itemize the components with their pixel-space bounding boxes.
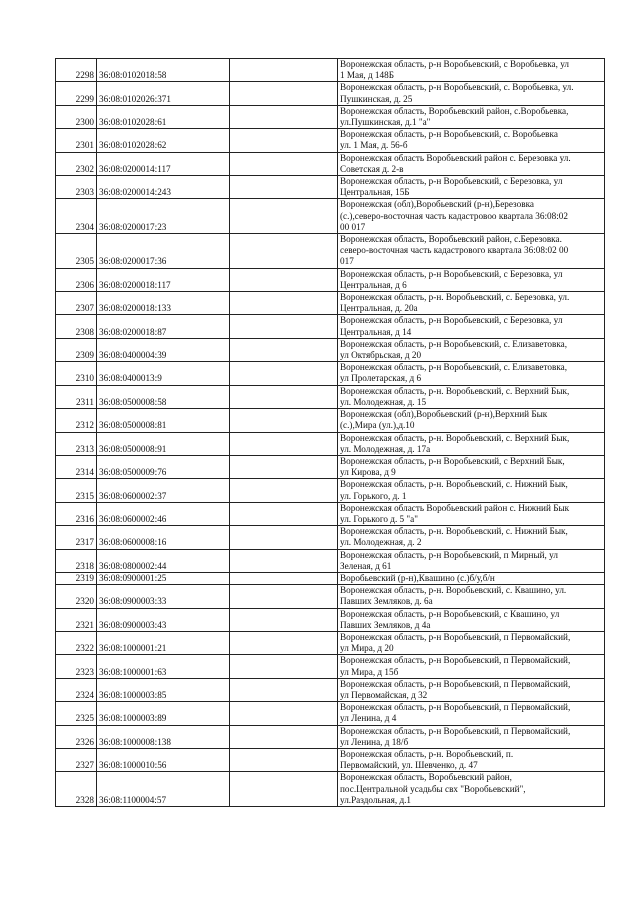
address-cell: Воронежская область, р-н Воробьевский, п Первомайский, ул Мира, д 15б [338, 655, 605, 678]
empty-cell [230, 409, 338, 432]
row-number: 2325 [56, 702, 97, 725]
table-row [56, 152, 605, 175]
cadastral-number: 36:08:0400004:39 [97, 338, 230, 361]
table-row [56, 385, 605, 408]
table-row [56, 526, 605, 549]
row-number: 2321 [56, 608, 97, 631]
address-cell: Воронежская область, р-н Воробьевский, с Верхний Бык, ул Кирова, д 9 [338, 455, 605, 478]
empty-cell [230, 502, 338, 525]
address-cell: Воронежская область, р-н Воробьевский, п Первомайский, ул Ленина, д 4 [338, 702, 605, 725]
row-number: 2302 [56, 152, 97, 175]
table-row [56, 199, 605, 234]
row-number: 2309 [56, 338, 97, 361]
address-cell: Воронежская область, р-н Воробьевский, с. Воробьевка ул. 1 Мая, д. 56-б [338, 129, 605, 152]
address-cell: Воронежская область, р-н Воробьевский, с Березовка, ул Центральная, д 6 [338, 268, 605, 291]
cadastral-number: 36:08:0102028:61 [97, 105, 230, 128]
row-number: 2314 [56, 455, 97, 478]
address-cell: Воронежская область, р-н Воробьевский, с. Елизаветовка, ул Октябрьская, д 20 [338, 338, 605, 361]
address-cell: Воронежская область, р-н Воробьевский, с. Воробьевка, ул. Пушкинская, д. 25 [338, 82, 605, 105]
table-row [56, 315, 605, 338]
empty-cell [230, 572, 338, 584]
address-cell: Воронежская область, р-н Воробьевский, с Квашино, ул Павших Земляков, д 4а [338, 608, 605, 631]
empty-cell [230, 234, 338, 269]
cadastral-number: 36:08:1000001:63 [97, 655, 230, 678]
address-cell: Воронежская область, р-н. Воробьевский, с. Верхний Бык, ул. Молодежная, д. 17а [338, 432, 605, 455]
address-cell: Воронежская область, р-н Воробьевский, п Мирный, ул Зеленая, д 61 [338, 549, 605, 572]
table-row [56, 772, 605, 807]
address-cell: Воронежская область, р-н. Воробьевский, с. Нижний Бык, ул. Горького, д. 1 [338, 479, 605, 502]
table-row [56, 655, 605, 678]
table-row [56, 631, 605, 654]
cadastral-number: 36:08:0900001:25 [97, 572, 230, 584]
table-row [56, 105, 605, 128]
empty-cell [230, 772, 338, 807]
empty-cell [230, 702, 338, 725]
cadastral-number: 36:08:0600008:16 [97, 526, 230, 549]
cadastral-number: 36:08:0400013:9 [97, 362, 230, 385]
address-cell: Воронежская область Воробьевский район с. Березовка ул. Советская д. 2-в [338, 152, 605, 175]
row-number: 2313 [56, 432, 97, 455]
table-row [56, 678, 605, 701]
table-row [56, 432, 605, 455]
address-cell: Воронежская область, р-н Воробьевский, с Березовка, ул Центральная, 15Б [338, 176, 605, 199]
table-row [56, 502, 605, 525]
row-number: 2304 [56, 199, 97, 234]
cadastral-number: 36:08:0500008:91 [97, 432, 230, 455]
cadastral-number: 36:08:1000010:56 [97, 748, 230, 771]
table-row [56, 82, 605, 105]
cadastral-number: 36:08:1000003:89 [97, 702, 230, 725]
cadastral-number: 36:08:0800002:44 [97, 549, 230, 572]
address-cell: Воронежская область, Воробьевский район, пос.Центральной усадьбы свх "Воробьевский", ул.Раздольная, д.1 [338, 772, 605, 807]
empty-cell [230, 338, 338, 361]
empty-cell [230, 315, 338, 338]
cadastral-number: 36:08:0200018:87 [97, 315, 230, 338]
address-cell: Воронежская область, р-н. Воробьевский, с. Квашино, ул. Павших Земляков, д. 6а [338, 585, 605, 608]
empty-cell [230, 608, 338, 631]
empty-cell [230, 59, 338, 82]
table-row [56, 234, 605, 269]
cadastral-number: 36:08:0102018:58 [97, 59, 230, 82]
cadastral-number: 36:08:0900003:43 [97, 608, 230, 631]
cadastral-number: 36:08:0200018:133 [97, 292, 230, 315]
table-row [56, 129, 605, 152]
empty-cell [230, 526, 338, 549]
register-table [55, 58, 605, 807]
address-cell: Воронежская область Воробьевский район с. Нижний Бык ул. Горького д. 5 "а" [338, 502, 605, 525]
table-row [56, 292, 605, 315]
row-number: 2315 [56, 479, 97, 502]
address-cell: Воронежская область, Воробьевский район, с.Воробьевка, ул.Пушкинская, д.1 "а" [338, 105, 605, 128]
address-cell: Воронежская область, Воробьевский район, с.Березовка. северо-восточная часть кадастрового квартала 36:08:02 00 017 [338, 234, 605, 269]
table-row [56, 585, 605, 608]
empty-cell [230, 385, 338, 408]
row-number: 2300 [56, 105, 97, 128]
cadastral-number: 36:08:0600002:46 [97, 502, 230, 525]
empty-cell [230, 585, 338, 608]
table-row [56, 549, 605, 572]
row-number: 2317 [56, 526, 97, 549]
row-number: 2318 [56, 549, 97, 572]
empty-cell [230, 655, 338, 678]
address-cell: Воронежская (обл),Воробьевский (р-н),Верхний Бык (с.),Мира (ул.),д.10 [338, 409, 605, 432]
row-number: 2327 [56, 748, 97, 771]
row-number: 2298 [56, 59, 97, 82]
row-number: 2301 [56, 129, 97, 152]
cadastral-number: 36:08:0900003:33 [97, 585, 230, 608]
empty-cell [230, 82, 338, 105]
table-row [56, 338, 605, 361]
row-number: 2319 [56, 572, 97, 584]
cadastral-number: 36:08:1100004:57 [97, 772, 230, 807]
cadastral-number: 36:08:0200014:243 [97, 176, 230, 199]
row-number: 2328 [56, 772, 97, 807]
cadastral-number: 36:08:0200017:36 [97, 234, 230, 269]
empty-cell [230, 105, 338, 128]
row-number: 2308 [56, 315, 97, 338]
table-row [56, 362, 605, 385]
row-number: 2320 [56, 585, 97, 608]
cadastral-number: 36:08:1000008:138 [97, 725, 230, 748]
cadastral-number: 36:08:1000003:85 [97, 678, 230, 701]
empty-cell [230, 631, 338, 654]
empty-cell [230, 455, 338, 478]
empty-cell [230, 725, 338, 748]
row-number: 2303 [56, 176, 97, 199]
empty-cell [230, 549, 338, 572]
cadastral-number: 36:08:0500008:58 [97, 385, 230, 408]
address-cell: Воронежская (обл),Воробьевский (р-н),Березовка (с.),северо-восточная часть кадастровоо квартала 36:08:02 00 017 [338, 199, 605, 234]
table-row [56, 409, 605, 432]
cadastral-number: 36:08:0102028:62 [97, 129, 230, 152]
row-number: 2323 [56, 655, 97, 678]
row-number: 2326 [56, 725, 97, 748]
cadastral-number: 36:08:0102026:371 [97, 82, 230, 105]
empty-cell [230, 362, 338, 385]
address-cell: Воронежская область, р-н. Воробьевский, с. Березовка, ул. Центральная, д. 20а [338, 292, 605, 315]
empty-cell [230, 748, 338, 771]
table-row [56, 455, 605, 478]
empty-cell [230, 292, 338, 315]
address-cell: Воронежская область, р-н Воробьевский, п Первомайский, ул Первомайская, д 32 [338, 678, 605, 701]
empty-cell [230, 479, 338, 502]
address-cell: Воронежская область, р-н. Воробьевский, п. Первомайский, ул. Шевченко, д. 47 [338, 748, 605, 771]
row-number: 2307 [56, 292, 97, 315]
row-number: 2311 [56, 385, 97, 408]
address-cell: Воронежская область, р-н. Воробьевский, с. Нижний Бык, ул. Молодежная, д. 2 [338, 526, 605, 549]
empty-cell [230, 152, 338, 175]
row-number: 2305 [56, 234, 97, 269]
row-number: 2306 [56, 268, 97, 291]
table-row [56, 176, 605, 199]
empty-cell [230, 176, 338, 199]
row-number: 2322 [56, 631, 97, 654]
cadastral-number: 36:08:1000001:21 [97, 631, 230, 654]
cadastral-number: 36:08:0200018:117 [97, 268, 230, 291]
row-number: 2324 [56, 678, 97, 701]
address-cell: Воронежская область, р-н Воробьевский, с Березовка, ул Центральная, д 14 [338, 315, 605, 338]
address-cell: Воронежская область, р-н Воробьевский, п Первомайский, ул Ленина, д 18/б [338, 725, 605, 748]
empty-cell [230, 678, 338, 701]
address-cell: Воронежская область, р-н Воробьевский, п Первомайский, ул Мира, д 20 [338, 631, 605, 654]
table-row [56, 748, 605, 771]
address-cell: Воробьевский (р-н),Квашино (с.)б/у,б/н [338, 572, 605, 584]
table-row [56, 725, 605, 748]
table-row [56, 268, 605, 291]
cadastral-number: 36:08:0200014:117 [97, 152, 230, 175]
register-table-body [56, 59, 605, 807]
cadastral-number: 36:08:0600002:37 [97, 479, 230, 502]
empty-cell [230, 199, 338, 234]
address-cell: Воронежская область, р-н Воробьевский, с Воробьевка, ул 1 Мая, д 148Б [338, 59, 605, 82]
empty-cell [230, 129, 338, 152]
cadastral-number: 36:08:0500008:81 [97, 409, 230, 432]
address-cell: Воронежская область, р-н. Воробьевский, с. Верхний Бык, ул. Молодежная, д. 15 [338, 385, 605, 408]
table-row [56, 608, 605, 631]
row-number: 2312 [56, 409, 97, 432]
empty-cell [230, 268, 338, 291]
row-number: 2316 [56, 502, 97, 525]
table-row [56, 572, 605, 584]
row-number: 2299 [56, 82, 97, 105]
table-row [56, 479, 605, 502]
cadastral-number: 36:08:0500009:76 [97, 455, 230, 478]
table-row [56, 702, 605, 725]
table-row [56, 59, 605, 82]
empty-cell [230, 432, 338, 455]
row-number: 2310 [56, 362, 97, 385]
address-cell: Воронежская область, р-н Воробьевский, с. Елизаветовка, ул Пролетарская, д 6 [338, 362, 605, 385]
cadastral-number: 36:08:0200017:23 [97, 199, 230, 234]
